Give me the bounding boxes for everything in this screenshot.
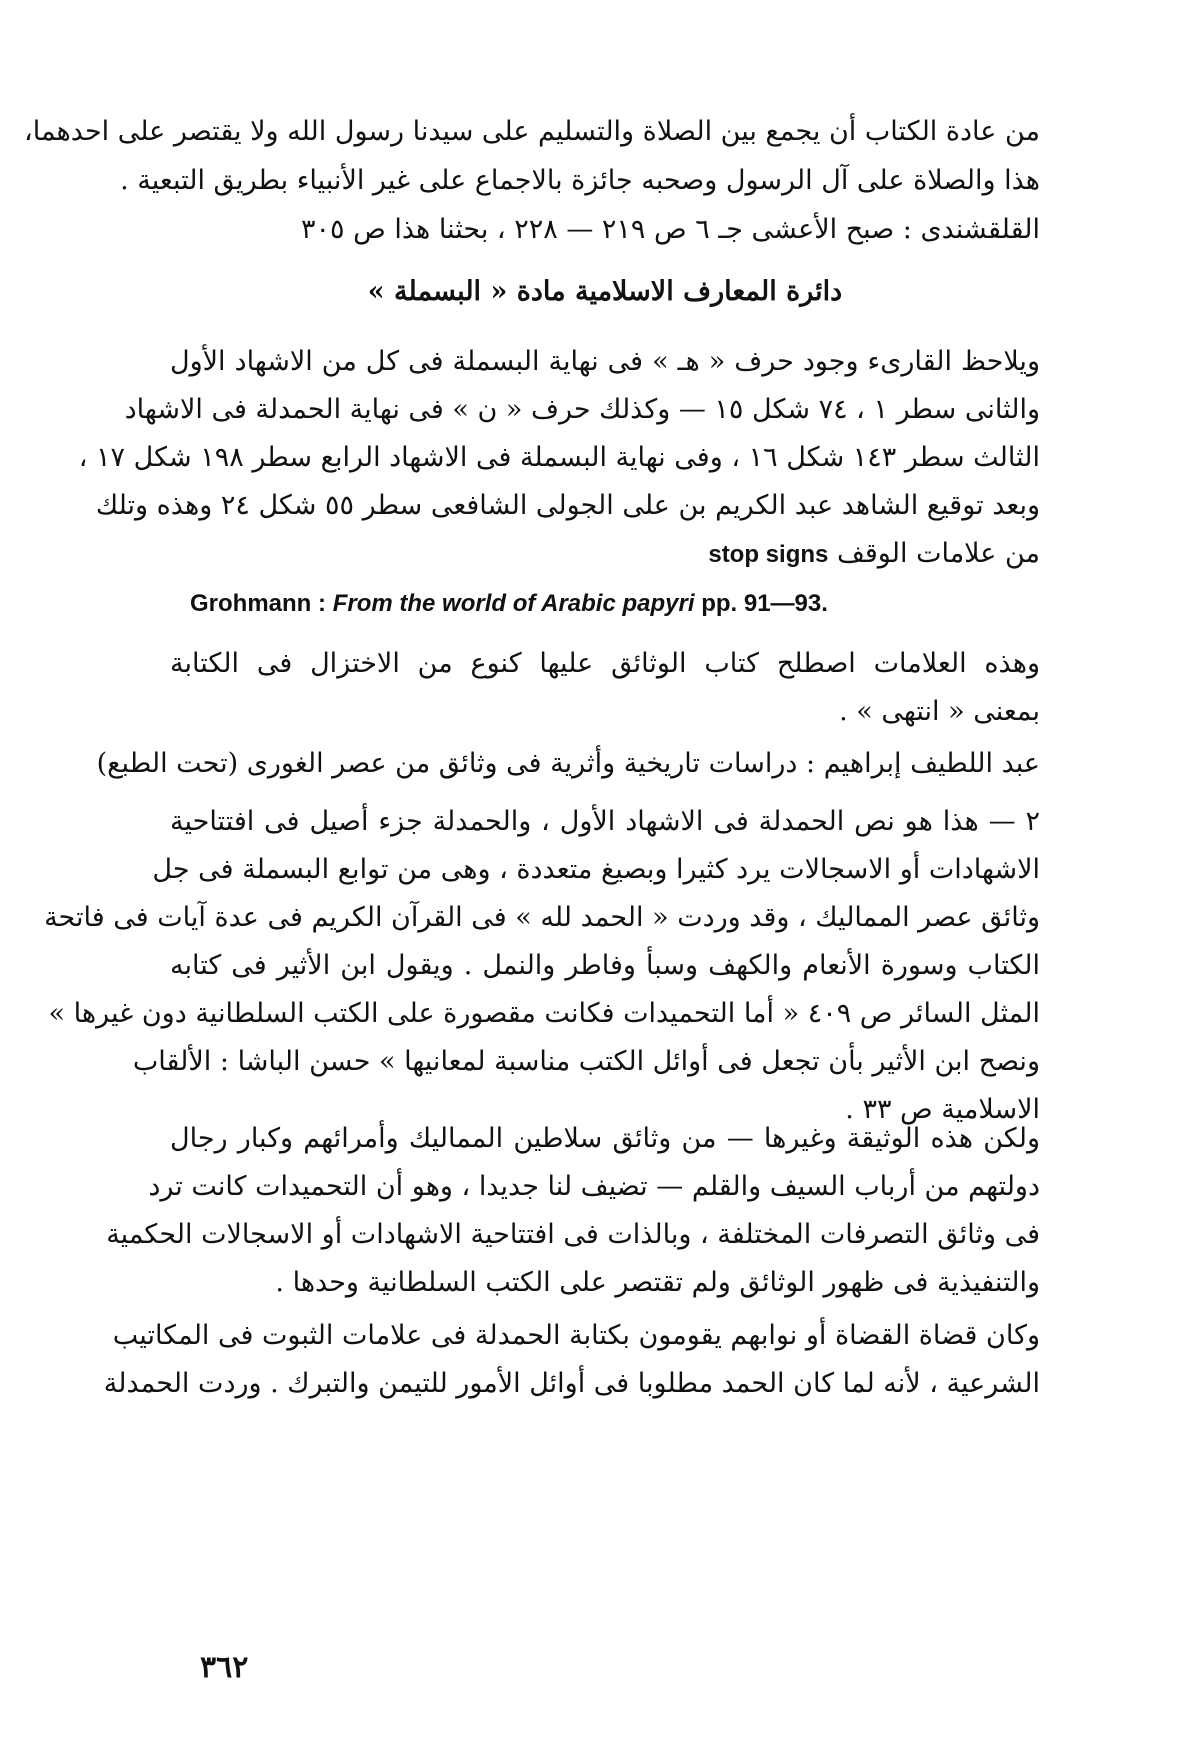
text-line: هذا والصلاة على آل الرسول وصحبه جائزة بالاجماع على غير الأنبياء بطريق التبعية . <box>120 165 1040 196</box>
paragraph-mamluk-documents <box>106 1123 1040 1298</box>
grohmann-pages: pp. 91—93. <box>701 590 828 617</box>
paragraph-hamdala <box>44 806 1040 1125</box>
encyclopedia-reference-block <box>170 278 1040 305</box>
text-line: ويلاحظ القارىء وجود حرف « هـ » فى نهاية البسملة فى كل من الاشهاد الأول <box>170 346 1040 377</box>
text-line: والثانى سطر ١ ، ٧٤ شكل ١٥ — وكذلك حرف « ن » فى نهاية الحمدلة فى الاشهاد <box>124 394 1040 425</box>
grohmann-sep: : <box>318 590 327 617</box>
grohmann-author: Grohmann <box>190 590 312 617</box>
text-line: الاشهادات أو الاسجالات يرد كثيرا وبصيغ متعددة ، وهى من توابع البسملة فى جل <box>152 854 1040 885</box>
encyclopedia-reference: دائرة المعارف الاسلامية مادة « البسملة » <box>367 276 843 307</box>
text-line: وبعد توقيع الشاهد عبد الكريم بن على الجولى الشافعى سطر ٥٥ شكل ٢٤ وهذه وتلك <box>95 490 1040 521</box>
text-line: الشرعية ، لأنه لما كان الحمد مطلوبا فى أوائل الأمور للتيمن والتبرك . وردت الحمدلة <box>103 1368 1040 1399</box>
stop-signs-arabic: من علامات الوقف <box>836 538 1040 569</box>
text-line: من عادة الكتاب أن يجمع بين الصلاة والتسليم على سيدنا رسول الله ولا يقتصر على احدهما، <box>24 116 1040 147</box>
text-line: الاسلامية ص ٣٣ . <box>845 1094 1040 1125</box>
text-line: فى وثائق التصرفات المختلفة ، وبالذات فى افتتاحية الاشهادات أو الاسجالات الحكمية <box>106 1219 1040 1250</box>
text-line: ولكن هذه الوثيقة وغيرها — من وثائق سلاطين المماليك وأمرائهم وكبار رجال <box>170 1123 1040 1154</box>
paragraph-abbreviation <box>170 650 1040 725</box>
text-line: ٢ — هذا هو نص الحمدلة فى الاشهاد الأول ، والحمدلة جزء أصيل فى افتتاحية <box>170 806 1040 837</box>
paragraph-tasliya <box>24 116 1040 245</box>
ibrahim-reference: عبد اللطيف إبراهيم : دراسات تاريخية وأثرية فى وثائق من عصر الغورى (تحت الطبع) <box>96 748 1040 779</box>
paragraph-letters <box>78 346 1040 569</box>
text-line: الكتاب وسورة الأنعام والكهف وسبأ وفاطر والنمل . ويقول ابن الأثير فى كتابه <box>170 950 1040 981</box>
text-line: بمعنى « انتهى » . <box>839 696 1040 727</box>
text-line: ونصح ابن الأثير بأن تجعل فى أوائل الكتب مناسبة لمعانيها » حسن الباشا : الألقاب <box>132 1046 1040 1077</box>
footnote-reference-qalqashandi: القلقشندى : صبح الأعشى جـ ٦ ص ٢١٩ — ٢٢٨ ، بحثنا هذا ص ٣٠٥ <box>301 214 1040 245</box>
grohmann-reference <box>170 592 1040 616</box>
text-line: وكان قضاة القضاة أو نوابهم يقومون بكتابة الحمدلة فى علامات الثبوت فى المكاتيب <box>112 1320 1040 1351</box>
text-line: دولتهم من أرباب السيف والقلم — تضيف لنا جديدا ، وهو أن التحميدات كانت ترد <box>148 1171 1040 1202</box>
stop-signs-line <box>170 540 1040 567</box>
stop-signs-english: stop signs <box>708 541 829 568</box>
grohmann-reference-block <box>170 592 1040 616</box>
text-line: المثل السائر ص ٤٠٩ « أما التحميدات فكانت مقصورة على الكتب السلطانية دون غيرها » <box>48 998 1040 1029</box>
text-line: وثائق عصر المماليك ، وقد وردت « الحمد لله » فى القرآن الكريم فى عدة آيات فى فاتحة <box>44 902 1040 933</box>
text-line: وهذه العلامات اصطلح كتاب الوثائق عليها كنوع من الاختزال فى الكتابة <box>170 648 1040 679</box>
page-number: ٣٦٢ <box>200 1650 249 1685</box>
text-line: الثالث سطر ١٤٣ شكل ١٦ ، وفى نهاية البسملة فى الاشهاد الرابع سطر ١٩٨ شكل ١٧ ، <box>78 442 1040 473</box>
text-line: والتنفيذية فى ظهور الوثائق ولم تقتصر على الكتب السلطانية وحدها . <box>275 1267 1040 1298</box>
grohmann-title: From the world of Arabic papyri <box>332 590 695 617</box>
ibrahim-reference-block <box>96 748 1040 779</box>
paragraph-judges <box>103 1320 1040 1399</box>
